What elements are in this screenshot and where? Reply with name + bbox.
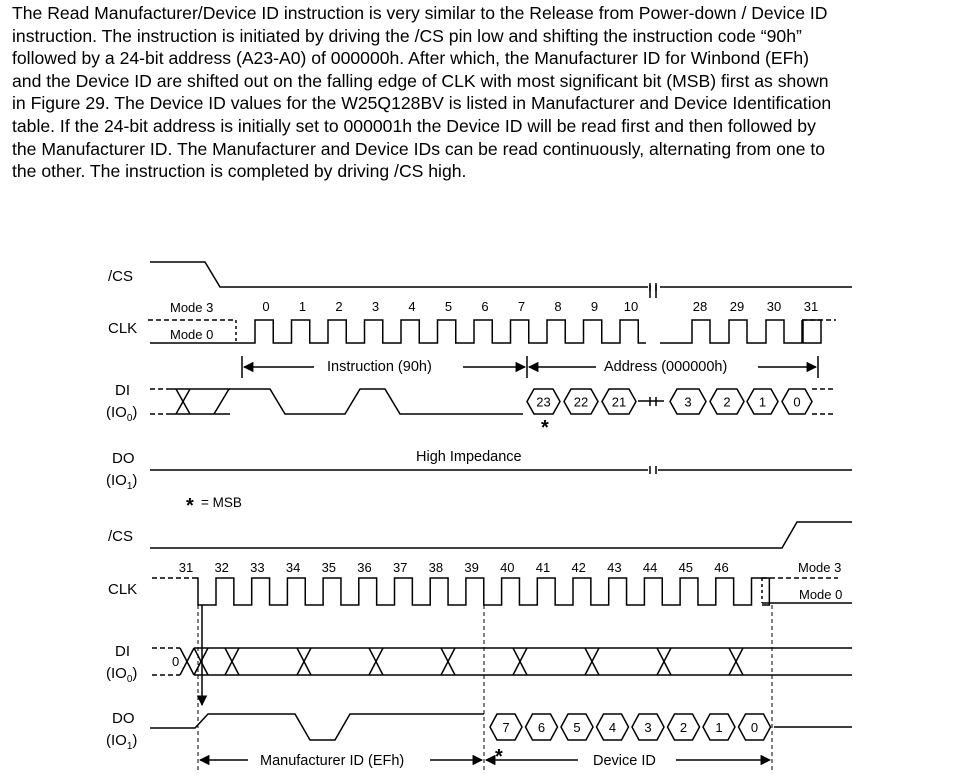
do-bottom-waveform	[150, 714, 484, 740]
clk-bottom-number: 36	[357, 560, 372, 575]
clk-bottom-number: 45	[678, 560, 694, 575]
clk-bottom-number: 34	[285, 560, 301, 575]
clk-top-number: 6	[481, 299, 489, 314]
description-line: table. If the 24-bit address is initially set to 000001h the Device ID will be read first and then followed by	[12, 115, 816, 136]
address-bit-label: 2	[723, 394, 731, 410]
clk-top-number: 28	[692, 299, 708, 314]
description-line: instruction. The instruction is initiated by driving the /CS pin low and shifting the instruction code “90h”	[12, 25, 802, 46]
device-id-bit-label: 0	[750, 720, 759, 735]
clk-bottom-number: 39	[464, 560, 479, 575]
address-label: Address (000000h)	[604, 359, 728, 375]
clk-top-number: 0	[262, 299, 270, 314]
clk-top-number: 3	[371, 299, 380, 314]
clk-top-number: 1	[298, 299, 307, 314]
clk-top-number: 7	[517, 299, 526, 314]
description-line: The Read Manufacturer/Device ID instruction is very similar to the Release from Power-down / Device ID	[12, 3, 828, 23]
mode0-label-bottom: Mode 0	[799, 587, 843, 602]
clk-top-number: 29	[729, 299, 745, 314]
io0-label-top: $(IO_0)$	[106, 404, 138, 424]
clk-bottom-number: 40	[500, 560, 515, 575]
clk-top-number: 10	[623, 299, 639, 314]
clk-bottom-number: 35	[321, 560, 337, 575]
cs-waveform-bottom	[150, 522, 852, 548]
description-line: in Figure 29. The Device ID values for the W25Q128BV is listed in Manufacturer and Device Identification	[12, 93, 832, 114]
clk-bottom-number: 43	[607, 560, 622, 575]
di-label-bottom: DI	[115, 643, 130, 660]
cs-waveform-top	[150, 262, 648, 287]
device-id-bit-label: 2	[679, 720, 688, 735]
description-line: and the Device ID are shifted out on the falling edge of CLK with most significant bit (MSB) first as shown	[12, 70, 829, 91]
device-id-bit-label: 1	[715, 720, 723, 735]
address-bit-label: 21	[611, 394, 627, 410]
description-line: followed by a 24-bit address (A23-A0) of 000000h. After which, the Manufacturer ID for Winbond (EFh)	[12, 48, 810, 69]
address-bit-label: 3	[684, 394, 692, 410]
clk-bottom-pulses	[192, 578, 769, 605]
device-id-bit-label: 3	[644, 720, 652, 735]
clk-bottom-number: 42	[571, 560, 586, 575]
io1-label-bottom: $(IO_1)$	[106, 732, 138, 752]
clk-top-number: 30	[766, 299, 782, 314]
di-zero-label: 0	[172, 654, 180, 669]
address-bit-label: 22	[573, 394, 589, 410]
msb-legend: = MSB	[201, 495, 242, 510]
clk-top-number: 9	[590, 299, 599, 314]
msb-star-bottom: *	[495, 746, 503, 768]
manufacturer-id-label: Manufacturer ID (EFh)	[260, 753, 405, 769]
clk-bottom-number: 38	[428, 560, 444, 575]
mode3-label-bottom: Mode 3	[798, 560, 842, 575]
msb-star-legend: *	[186, 495, 194, 517]
cs-label-bottom: /CS	[108, 528, 134, 545]
device-id-label: Device ID	[593, 753, 656, 769]
do-label-top: DO	[112, 450, 135, 467]
clk-top-pulses-left	[236, 320, 646, 343]
mode3-label-top: Mode 3	[170, 300, 214, 315]
device-id-bit-label: 7	[502, 720, 510, 735]
clk-bottom-number: 37	[392, 560, 408, 575]
clk-bottom-number: 33	[250, 560, 265, 575]
clk-top-number: 8	[554, 299, 562, 314]
msb-star-top: *	[541, 417, 549, 439]
description-line: the Manufacturer ID. The Manufacturer and Device IDs can be read continuously, alternating from one to	[12, 138, 826, 159]
device-id-bit-label: 6	[537, 720, 546, 735]
do-label-bottom: DO	[112, 710, 135, 727]
address-bit-label: 0	[793, 394, 801, 410]
address-bit-label: 1	[758, 394, 767, 410]
clk-label-top: CLK	[108, 320, 138, 337]
mode0-label-top: Mode 0	[170, 327, 214, 342]
io0-label-bottom: $(IO_0)$	[106, 665, 138, 685]
clk-label-bottom: CLK	[108, 581, 138, 598]
cs-label-top: /CS	[108, 268, 134, 285]
address-bit-label: 23	[536, 394, 551, 410]
instruction-label: Instruction (90h)	[327, 359, 432, 375]
clk-top-pulses-right	[660, 320, 821, 343]
di-label-top: DI	[115, 382, 130, 399]
clk-bottom-number: 41	[535, 560, 551, 575]
clk-top-number: 31	[803, 299, 819, 314]
clk-bottom-number: 44	[642, 560, 658, 575]
clk-top-number: 2	[335, 299, 343, 314]
clk-top-number: 4	[408, 299, 416, 314]
clk-bottom-number: 32	[214, 560, 229, 575]
io1-label-top: $(IO_1)$	[106, 472, 138, 492]
clk-top-number: 5	[444, 299, 453, 314]
clk-bottom-number: 31	[178, 560, 194, 575]
device-id-bit-label: 5	[573, 720, 581, 735]
clk-bottom-number: 46	[714, 560, 729, 575]
description-line: the other. The instruction is completed by driving /CS high.	[12, 161, 467, 182]
high-impedance-label: High Impedance	[416, 449, 522, 465]
device-id-bit-label: 4	[608, 720, 617, 735]
